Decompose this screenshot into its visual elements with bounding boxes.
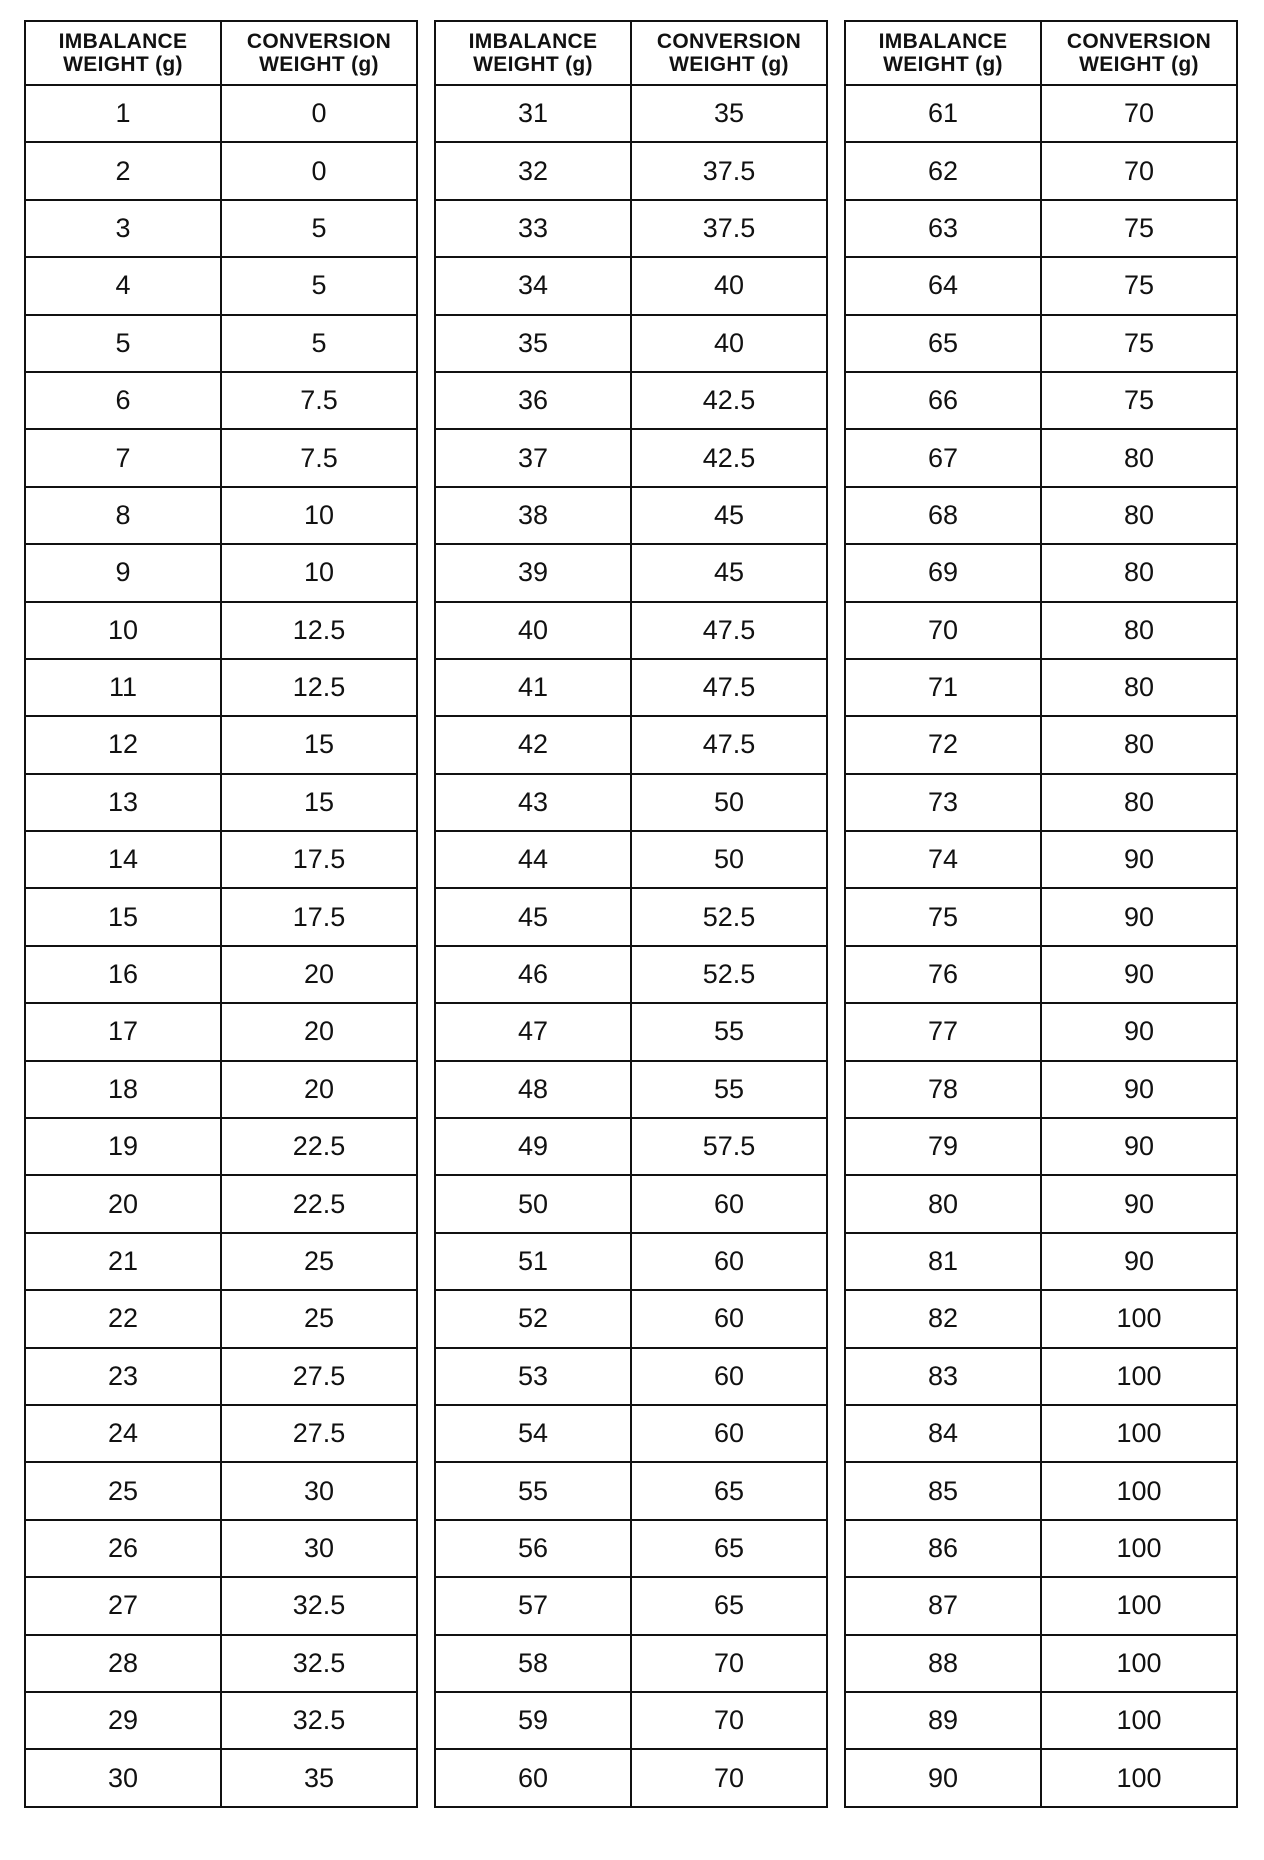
conversion-weight-cell: 80 <box>1041 774 1237 831</box>
table-row <box>25 1749 417 1806</box>
conversion-weight-cell: 75 <box>1041 315 1237 372</box>
table-row <box>435 888 827 945</box>
table-row <box>435 716 827 773</box>
imbalance-weight-cell: 17 <box>25 1003 221 1060</box>
imbalance-weight-cell: 89 <box>845 1692 1041 1749</box>
conversion-weight-cell: 15 <box>221 716 417 773</box>
conversion-weight-cell: 90 <box>1041 1118 1237 1175</box>
conversion-weight-header: CONVERSION WEIGHT (g) <box>631 21 827 85</box>
conversion-weight-cell: 10 <box>221 487 417 544</box>
table-row <box>845 487 1237 544</box>
conversion-weight-cell: 10 <box>221 544 417 601</box>
conversion-weight-cell: 35 <box>631 85 827 142</box>
table-row <box>845 1405 1237 1462</box>
imbalance-weight-cell: 56 <box>435 1520 631 1577</box>
imbalance-weight-cell: 24 <box>25 1405 221 1462</box>
conversion-weight-cell: 55 <box>631 1061 827 1118</box>
table-row <box>25 1290 417 1347</box>
table-row <box>25 1405 417 1462</box>
imbalance-weight-cell: 84 <box>845 1405 1041 1462</box>
conversion-weight-cell: 90 <box>1041 1175 1237 1232</box>
imbalance-weight-cell: 71 <box>845 659 1041 716</box>
table-row <box>25 200 417 257</box>
table-row <box>845 1290 1237 1347</box>
conversion-weight-cell: 80 <box>1041 487 1237 544</box>
table-row <box>435 1175 827 1232</box>
table-row <box>25 774 417 831</box>
conversion-weight-cell: 90 <box>1041 1233 1237 1290</box>
conversion-weight-cell: 17.5 <box>221 888 417 945</box>
table-row <box>435 1577 827 1634</box>
conversion-weight-cell: 40 <box>631 315 827 372</box>
imbalance-weight-cell: 39 <box>435 544 631 601</box>
imbalance-weight-cell: 76 <box>845 946 1041 1003</box>
imbalance-weight-cell: 69 <box>845 544 1041 601</box>
conversion-table-1 <box>24 20 418 1808</box>
imbalance-weight-cell: 10 <box>25 602 221 659</box>
imbalance-weight-cell: 78 <box>845 1061 1041 1118</box>
conversion-weight-cell: 100 <box>1041 1692 1237 1749</box>
conversion-weight-cell: 20 <box>221 946 417 1003</box>
imbalance-weight-cell: 16 <box>25 946 221 1003</box>
conversion-weight-cell: 37.5 <box>631 142 827 199</box>
imbalance-weight-cell: 14 <box>25 831 221 888</box>
table-row <box>25 602 417 659</box>
conversion-weight-cell: 100 <box>1041 1577 1237 1634</box>
imbalance-weight-cell: 11 <box>25 659 221 716</box>
conversion-weight-cell: 22.5 <box>221 1118 417 1175</box>
conversion-weight-cell: 5 <box>221 257 417 314</box>
imbalance-weight-cell: 52 <box>435 1290 631 1347</box>
table-row <box>845 1462 1237 1519</box>
conversion-weight-cell: 55 <box>631 1003 827 1060</box>
imbalance-weight-cell: 40 <box>435 602 631 659</box>
table-row <box>435 831 827 888</box>
conversion-weight-cell: 15 <box>221 774 417 831</box>
imbalance-weight-cell: 15 <box>25 888 221 945</box>
conversion-weight-cell: 90 <box>1041 946 1237 1003</box>
conversion-weight-cell: 27.5 <box>221 1405 417 1462</box>
conversion-weight-cell: 70 <box>631 1635 827 1692</box>
imbalance-weight-cell: 51 <box>435 1233 631 1290</box>
table-row <box>435 1290 827 1347</box>
table-row <box>845 315 1237 372</box>
table-row <box>845 659 1237 716</box>
table-row <box>25 1635 417 1692</box>
table-row <box>845 1003 1237 1060</box>
table-row <box>25 257 417 314</box>
imbalance-weight-cell: 68 <box>845 487 1041 544</box>
conversion-weight-cell: 22.5 <box>221 1175 417 1232</box>
imbalance-weight-cell: 31 <box>435 85 631 142</box>
table-row <box>25 888 417 945</box>
table-row <box>845 602 1237 659</box>
table-row <box>435 85 827 142</box>
table-row <box>845 85 1237 142</box>
table-row <box>845 1749 1237 1806</box>
imbalance-weight-cell: 1 <box>25 85 221 142</box>
table-row <box>845 142 1237 199</box>
imbalance-weight-cell: 65 <box>845 315 1041 372</box>
imbalance-weight-cell: 36 <box>435 372 631 429</box>
imbalance-weight-cell: 34 <box>435 257 631 314</box>
table-row <box>25 1175 417 1232</box>
conversion-weight-cell: 65 <box>631 1520 827 1577</box>
table-row <box>25 1520 417 1577</box>
table-row <box>25 315 417 372</box>
conversion-weight-cell: 100 <box>1041 1290 1237 1347</box>
imbalance-weight-cell: 88 <box>845 1635 1041 1692</box>
table-row <box>435 429 827 486</box>
imbalance-weight-cell: 3 <box>25 200 221 257</box>
conversion-weight-cell: 45 <box>631 544 827 601</box>
conversion-weight-cell: 80 <box>1041 602 1237 659</box>
table-row <box>845 1635 1237 1692</box>
imbalance-weight-cell: 7 <box>25 429 221 486</box>
conversion-weight-cell: 27.5 <box>221 1348 417 1405</box>
table-row <box>435 142 827 199</box>
table-row <box>435 1635 827 1692</box>
conversion-weight-cell: 75 <box>1041 200 1237 257</box>
imbalance-weight-cell: 82 <box>845 1290 1041 1347</box>
conversion-weight-cell: 57.5 <box>631 1118 827 1175</box>
conversion-weight-cell: 7.5 <box>221 372 417 429</box>
conversion-weight-cell: 60 <box>631 1348 827 1405</box>
conversion-weight-cell: 100 <box>1041 1348 1237 1405</box>
table-row <box>845 1520 1237 1577</box>
imbalance-weight-cell: 47 <box>435 1003 631 1060</box>
imbalance-weight-cell: 60 <box>435 1749 631 1806</box>
conversion-weight-cell: 42.5 <box>631 372 827 429</box>
table-row <box>25 1061 417 1118</box>
imbalance-weight-cell: 79 <box>845 1118 1041 1175</box>
conversion-weight-cell: 40 <box>631 257 827 314</box>
table-row <box>845 200 1237 257</box>
table-row <box>25 716 417 773</box>
conversion-weight-cell: 32.5 <box>221 1635 417 1692</box>
conversion-weight-cell: 12.5 <box>221 602 417 659</box>
conversion-weight-cell: 90 <box>1041 1003 1237 1060</box>
table-row <box>845 1348 1237 1405</box>
table-row <box>25 1348 417 1405</box>
table-row <box>435 544 827 601</box>
imbalance-weight-cell: 30 <box>25 1749 221 1806</box>
conversion-weight-cell: 60 <box>631 1290 827 1347</box>
conversion-weight-cell: 5 <box>221 315 417 372</box>
imbalance-weight-cell: 42 <box>435 716 631 773</box>
imbalance-weight-cell: 35 <box>435 315 631 372</box>
conversion-weight-cell: 50 <box>631 774 827 831</box>
conversion-weight-cell: 25 <box>221 1290 417 1347</box>
conversion-weight-cell: 65 <box>631 1462 827 1519</box>
table-row <box>25 1233 417 1290</box>
imbalance-weight-cell: 12 <box>25 716 221 773</box>
imbalance-weight-cell: 53 <box>435 1348 631 1405</box>
conversion-weight-cell: 37.5 <box>631 200 827 257</box>
imbalance-weight-cell: 2 <box>25 142 221 199</box>
imbalance-weight-cell: 77 <box>845 1003 1041 1060</box>
imbalance-weight-cell: 18 <box>25 1061 221 1118</box>
imbalance-weight-header: IMBALANCE WEIGHT (g) <box>845 21 1041 85</box>
imbalance-weight-cell: 45 <box>435 888 631 945</box>
imbalance-weight-cell: 32 <box>435 142 631 199</box>
table-row <box>435 1348 827 1405</box>
conversion-weight-cell: 42.5 <box>631 429 827 486</box>
conversion-weight-cell: 100 <box>1041 1405 1237 1462</box>
conversion-weight-cell: 17.5 <box>221 831 417 888</box>
imbalance-weight-cell: 19 <box>25 1118 221 1175</box>
imbalance-weight-cell: 4 <box>25 257 221 314</box>
conversion-weight-cell: 90 <box>1041 888 1237 945</box>
imbalance-weight-cell: 46 <box>435 946 631 1003</box>
table-row <box>25 1003 417 1060</box>
table-row <box>845 1577 1237 1634</box>
imbalance-weight-cell: 80 <box>845 1175 1041 1232</box>
imbalance-weight-cell: 29 <box>25 1692 221 1749</box>
imbalance-weight-cell: 86 <box>845 1520 1041 1577</box>
imbalance-weight-cell: 21 <box>25 1233 221 1290</box>
imbalance-weight-cell: 38 <box>435 487 631 544</box>
conversion-weight-cell: 75 <box>1041 372 1237 429</box>
conversion-weight-cell: 50 <box>631 831 827 888</box>
imbalance-weight-cell: 33 <box>435 200 631 257</box>
imbalance-weight-cell: 61 <box>845 85 1041 142</box>
table-row <box>435 774 827 831</box>
conversion-weight-cell: 70 <box>1041 142 1237 199</box>
imbalance-weight-cell: 28 <box>25 1635 221 1692</box>
conversion-table-2 <box>434 20 828 1808</box>
imbalance-weight-cell: 57 <box>435 1577 631 1634</box>
imbalance-weight-cell: 73 <box>845 774 1041 831</box>
imbalance-weight-cell: 58 <box>435 1635 631 1692</box>
imbalance-weight-cell: 6 <box>25 372 221 429</box>
imbalance-weight-cell: 41 <box>435 659 631 716</box>
imbalance-weight-cell: 64 <box>845 257 1041 314</box>
conversion-weight-cell: 20 <box>221 1003 417 1060</box>
table-row <box>435 1462 827 1519</box>
imbalance-weight-cell: 55 <box>435 1462 631 1519</box>
conversion-weight-cell: 60 <box>631 1233 827 1290</box>
table-row <box>25 142 417 199</box>
conversion-weight-cell: 100 <box>1041 1749 1237 1806</box>
conversion-table-3 <box>844 20 1238 1808</box>
table-row <box>25 1118 417 1175</box>
table-row <box>845 544 1237 601</box>
table-row <box>845 774 1237 831</box>
conversion-weight-cell: 30 <box>221 1462 417 1519</box>
table-row <box>845 257 1237 314</box>
imbalance-weight-cell: 67 <box>845 429 1041 486</box>
conversion-weight-cell: 0 <box>221 85 417 142</box>
table-row <box>435 1692 827 1749</box>
table-row <box>25 1462 417 1519</box>
conversion-weight-cell: 5 <box>221 200 417 257</box>
conversion-weight-cell: 80 <box>1041 659 1237 716</box>
imbalance-weight-cell: 87 <box>845 1577 1041 1634</box>
imbalance-weight-cell: 20 <box>25 1175 221 1232</box>
conversion-weight-cell: 60 <box>631 1405 827 1462</box>
imbalance-weight-cell: 8 <box>25 487 221 544</box>
table-row <box>435 1118 827 1175</box>
table-row <box>435 1233 827 1290</box>
table-row <box>435 200 827 257</box>
table-row <box>845 716 1237 773</box>
table-row <box>25 1692 417 1749</box>
conversion-weight-cell: 80 <box>1041 716 1237 773</box>
table-row <box>435 659 827 716</box>
conversion-weight-cell: 7.5 <box>221 429 417 486</box>
table-row <box>435 487 827 544</box>
imbalance-weight-cell: 48 <box>435 1061 631 1118</box>
table-row <box>435 1003 827 1060</box>
table-row <box>25 544 417 601</box>
conversion-weight-cell: 25 <box>221 1233 417 1290</box>
conversion-weight-cell: 70 <box>631 1749 827 1806</box>
conversion-weight-cell: 0 <box>221 142 417 199</box>
conversion-weight-cell: 35 <box>221 1749 417 1806</box>
imbalance-weight-cell: 83 <box>845 1348 1041 1405</box>
table-row <box>845 888 1237 945</box>
conversion-weight-cell: 52.5 <box>631 946 827 1003</box>
conversion-weight-cell: 100 <box>1041 1462 1237 1519</box>
table-header-row <box>435 21 827 85</box>
table-row <box>25 487 417 544</box>
conversion-weight-cell: 20 <box>221 1061 417 1118</box>
table-row <box>845 1061 1237 1118</box>
imbalance-weight-cell: 90 <box>845 1749 1041 1806</box>
imbalance-weight-cell: 22 <box>25 1290 221 1347</box>
table-header-row <box>25 21 417 85</box>
imbalance-weight-cell: 50 <box>435 1175 631 1232</box>
table-row <box>25 946 417 1003</box>
imbalance-weight-cell: 59 <box>435 1692 631 1749</box>
imbalance-weight-cell: 37 <box>435 429 631 486</box>
table-row <box>845 831 1237 888</box>
conversion-weight-cell: 75 <box>1041 257 1237 314</box>
imbalance-weight-cell: 26 <box>25 1520 221 1577</box>
imbalance-weight-cell: 43 <box>435 774 631 831</box>
table-row <box>435 1405 827 1462</box>
conversion-weight-cell: 70 <box>1041 85 1237 142</box>
imbalance-weight-cell: 13 <box>25 774 221 831</box>
imbalance-weight-cell: 62 <box>845 142 1041 199</box>
imbalance-weight-cell: 85 <box>845 1462 1041 1519</box>
imbalance-weight-header: IMBALANCE WEIGHT (g) <box>25 21 221 85</box>
table-row <box>25 659 417 716</box>
table-row <box>435 946 827 1003</box>
table-row <box>435 257 827 314</box>
imbalance-weight-cell: 81 <box>845 1233 1041 1290</box>
table-row <box>435 315 827 372</box>
imbalance-weight-header: IMBALANCE WEIGHT (g) <box>435 21 631 85</box>
table-row <box>435 1749 827 1806</box>
table-header-row <box>845 21 1237 85</box>
conversion-weight-cell: 12.5 <box>221 659 417 716</box>
conversion-weight-header: CONVERSION WEIGHT (g) <box>221 21 417 85</box>
conversion-weight-cell: 32.5 <box>221 1692 417 1749</box>
table-row <box>845 1233 1237 1290</box>
conversion-weight-cell: 30 <box>221 1520 417 1577</box>
imbalance-weight-cell: 49 <box>435 1118 631 1175</box>
table-row <box>25 429 417 486</box>
imbalance-weight-cell: 75 <box>845 888 1041 945</box>
conversion-weight-cell: 60 <box>631 1175 827 1232</box>
imbalance-weight-cell: 66 <box>845 372 1041 429</box>
imbalance-weight-cell: 9 <box>25 544 221 601</box>
imbalance-weight-cell: 5 <box>25 315 221 372</box>
conversion-weight-cell: 100 <box>1041 1635 1237 1692</box>
imbalance-weight-cell: 23 <box>25 1348 221 1405</box>
conversion-weight-cell: 90 <box>1041 831 1237 888</box>
table-row <box>845 1118 1237 1175</box>
imbalance-weight-cell: 44 <box>435 831 631 888</box>
imbalance-weight-cell: 25 <box>25 1462 221 1519</box>
imbalance-weight-cell: 27 <box>25 1577 221 1634</box>
conversion-weight-cell: 80 <box>1041 429 1237 486</box>
table-row <box>845 946 1237 1003</box>
table-row <box>435 1061 827 1118</box>
conversion-weight-cell: 52.5 <box>631 888 827 945</box>
conversion-weight-cell: 47.5 <box>631 659 827 716</box>
table-row <box>25 85 417 142</box>
table-row <box>435 602 827 659</box>
conversion-weight-cell: 47.5 <box>631 602 827 659</box>
table-row <box>845 1692 1237 1749</box>
table-row <box>25 831 417 888</box>
conversion-weight-cell: 47.5 <box>631 716 827 773</box>
conversion-weight-cell: 90 <box>1041 1061 1237 1118</box>
table-row <box>435 1520 827 1577</box>
table-row <box>845 429 1237 486</box>
conversion-weight-cell: 100 <box>1041 1520 1237 1577</box>
table-row <box>435 372 827 429</box>
conversion-weight-cell: 70 <box>631 1692 827 1749</box>
imbalance-weight-cell: 63 <box>845 200 1041 257</box>
conversion-weight-header: CONVERSION WEIGHT (g) <box>1041 21 1237 85</box>
table-row <box>845 1175 1237 1232</box>
conversion-weight-cell: 32.5 <box>221 1577 417 1634</box>
conversion-weight-cell: 45 <box>631 487 827 544</box>
conversion-weight-cell: 65 <box>631 1577 827 1634</box>
imbalance-weight-cell: 70 <box>845 602 1041 659</box>
conversion-weight-cell: 80 <box>1041 544 1237 601</box>
imbalance-weight-cell: 72 <box>845 716 1041 773</box>
table-row <box>25 372 417 429</box>
table-row <box>845 372 1237 429</box>
table-row <box>25 1577 417 1634</box>
imbalance-weight-cell: 74 <box>845 831 1041 888</box>
imbalance-weight-cell: 54 <box>435 1405 631 1462</box>
